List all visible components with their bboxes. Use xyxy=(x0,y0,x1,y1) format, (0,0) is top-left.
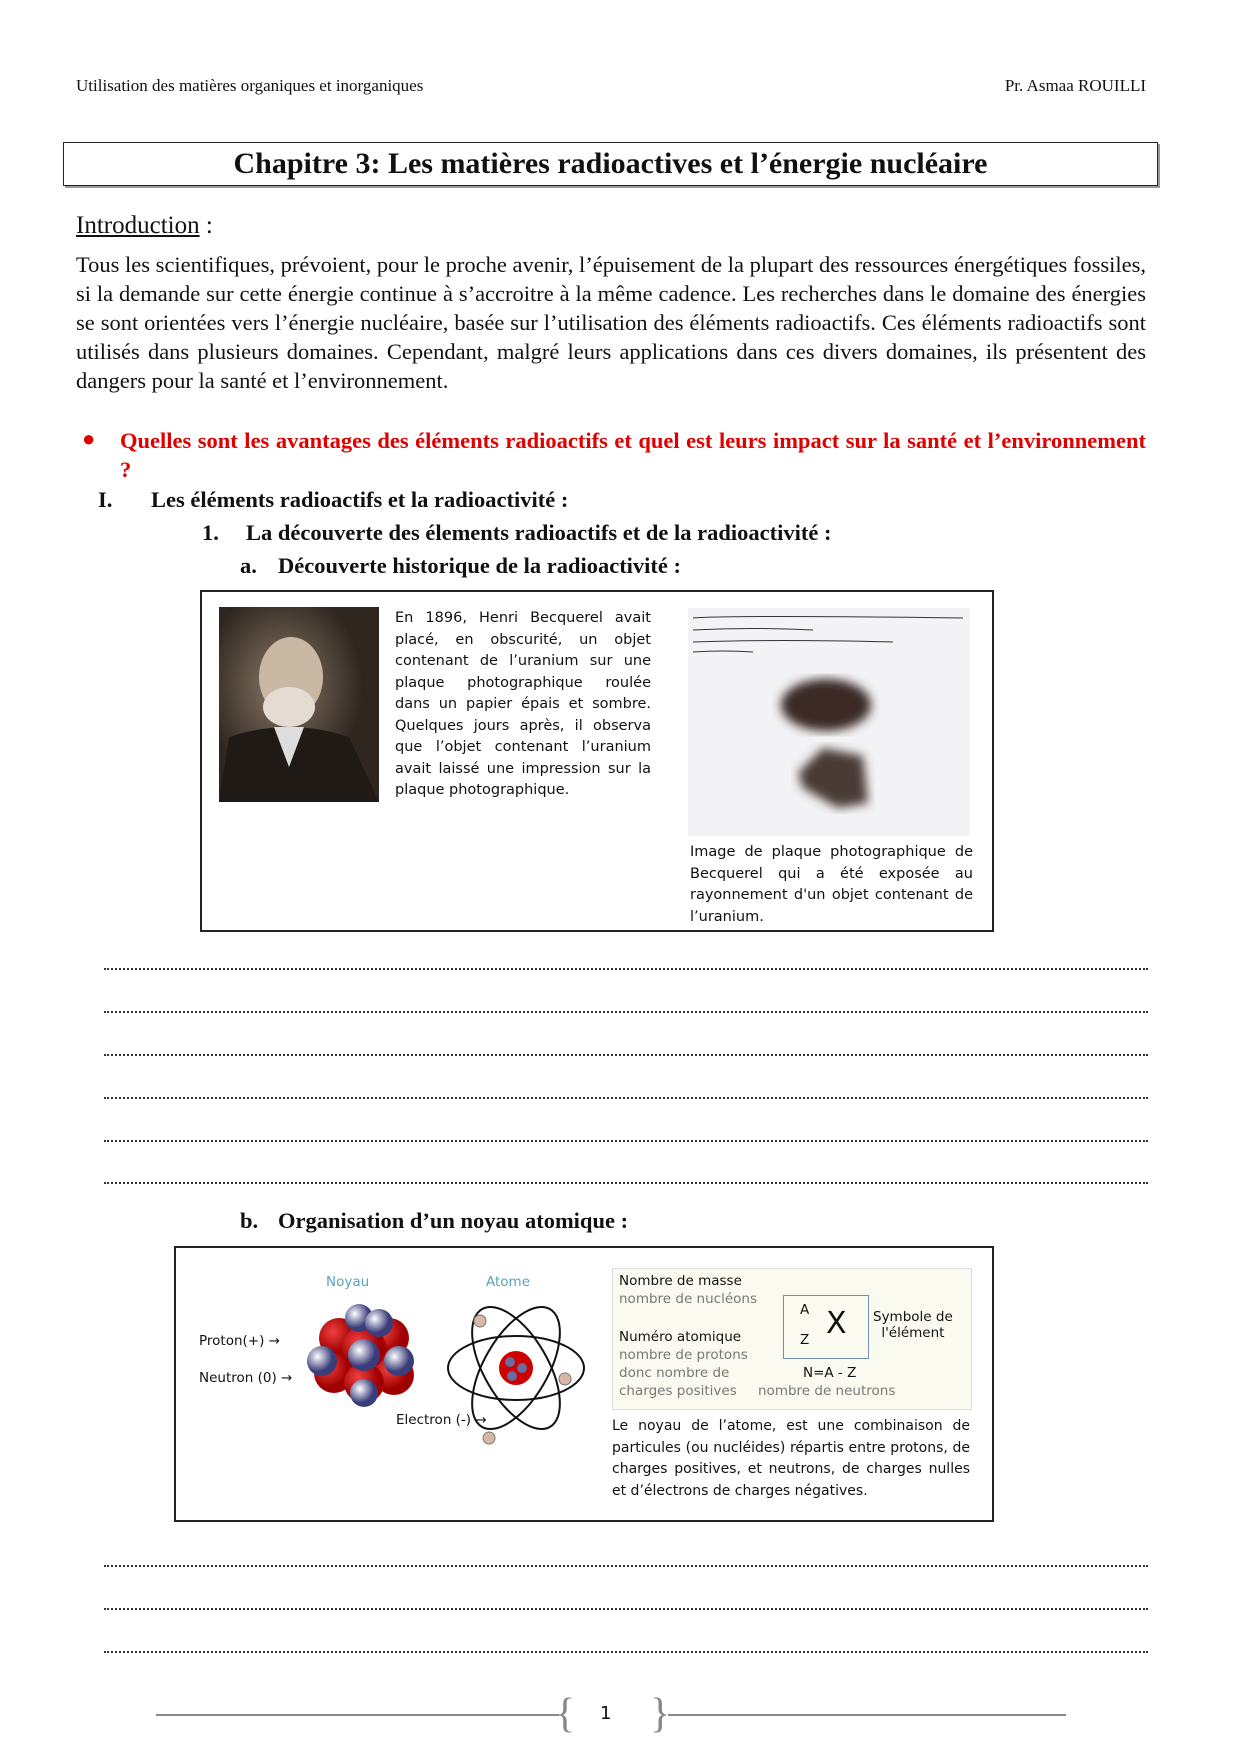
becquerel-figure xyxy=(200,590,994,932)
electron-label: Electron (-) → xyxy=(396,1412,487,1428)
atomic-number-label: Numéro atomique xyxy=(619,1329,742,1345)
donc-label: donc nombre de xyxy=(619,1365,730,1381)
neutron-formula: N=A - Z xyxy=(803,1365,857,1381)
answer-line[interactable] xyxy=(104,1563,1148,1567)
mass-number-label: Nombre de masse xyxy=(619,1273,742,1289)
question: Quelles sont les avantages des éléments radioactifs et quel est leurs impact sur la santé et l’environnement ? xyxy=(120,428,1146,482)
nucleons-label: nombre de nucléons xyxy=(619,1291,757,1307)
section-b-num: b. xyxy=(240,1208,259,1233)
notation-box xyxy=(783,1295,869,1359)
answer-line[interactable] xyxy=(104,966,1148,970)
protons-label: nombre de protons xyxy=(619,1347,748,1363)
atome-label: Atome xyxy=(486,1274,531,1290)
becquerel-text: En 1896, Henri Becquerel avait placé, en obscurité, un objet contenant de l’uranium sur une plaque photographique roulée dans un papier épais et sombre. Quelques jours après, il observa que l’objet contenant l’uranium avait laissé une impression sur la plaque photographique. xyxy=(395,610,651,798)
neutron-label: Neutron (0) → xyxy=(199,1370,293,1386)
header-course: Utilisation des matières organiques et inorganiques xyxy=(76,76,424,95)
section-1-num: 1. xyxy=(202,520,219,545)
becquerel-portrait xyxy=(219,607,379,802)
answer-line[interactable] xyxy=(104,1095,1148,1099)
proton-label: Proton(+) → xyxy=(199,1333,280,1349)
footer-rule-right xyxy=(668,1714,1066,1716)
plate-caption: Image de plaque photographique de Becquerel qui a été exposée au rayonnement d'un objet contenant de l’uranium. xyxy=(690,844,973,925)
header-author: Pr. Asmaa ROUILLI xyxy=(1004,76,1146,95)
photographic-plate-image xyxy=(688,608,970,836)
noyau-label: Noyau xyxy=(326,1274,370,1290)
nucleus-description: Le noyau de l’atome, est une combinaison de particules (ou nucléides) répartis entre protons, de charges positives, et neutrons, de charges nulles et d’électrons de charges négatives. xyxy=(612,1418,970,1499)
intro-heading: Introduction : xyxy=(76,212,213,239)
answer-line[interactable] xyxy=(104,1606,1148,1610)
section-I-title: Les éléments radioactifs et la radioactivité : xyxy=(151,487,569,512)
X-symbol: X xyxy=(826,1306,847,1341)
answer-line[interactable] xyxy=(104,1138,1148,1142)
answer-line[interactable] xyxy=(104,1009,1148,1013)
answer-line[interactable] xyxy=(104,1649,1148,1653)
Z-symbol: Z xyxy=(800,1332,810,1348)
bracket-left-icon: { xyxy=(555,1691,576,1737)
answer-line[interactable] xyxy=(104,1180,1148,1184)
nucleus-illustration xyxy=(304,1293,424,1413)
section-b-title: Organisation d’un noyau atomique : xyxy=(278,1208,629,1233)
chapter-title: Chapitre 3: Les matières radioactives et l’énergie nucléaire xyxy=(63,142,1158,186)
footer-rule-left xyxy=(156,1714,559,1716)
section-1-title: La découverte des élements radioactifs et de la radioactivité : xyxy=(246,520,832,545)
section-I-num: I. xyxy=(98,487,113,512)
section-a-title: Découverte historique de la radioactivité : xyxy=(278,553,682,578)
answer-line[interactable] xyxy=(104,1052,1148,1056)
neutrons-label: nombre de neutrons xyxy=(758,1383,896,1399)
nucleus-figure xyxy=(174,1246,994,1522)
bullet-icon: ● xyxy=(82,426,96,451)
charges-label: charges positives xyxy=(619,1383,737,1399)
intro-paragraph: Tous les scientifiques, prévoient, pour le proche avenir, l’épuisement de la plupart des ressources énergétiques fossiles, si la demande sur cette énergie continue à s’accroitre à la même cadence. Les recherches dans le domaine des énergies se sont orientées vers l’énergie nucléaire, basée sur l’utilisation des éléments radioactifs. Ces éléments radioactifs sont utilisés dans plusieurs domaines. Cependant, malgré leurs applications dans ces divers domaines, ils présentent des dangers pour la santé et l’environnement. xyxy=(76,252,1146,393)
section-a-num: a. xyxy=(240,553,257,578)
page-number: 1 xyxy=(600,1703,612,1724)
symbol-label: Symbole de l'élément xyxy=(873,1309,953,1341)
bracket-right-icon: } xyxy=(650,1691,671,1737)
A-symbol: A xyxy=(800,1302,810,1318)
notation-panel xyxy=(612,1268,972,1410)
